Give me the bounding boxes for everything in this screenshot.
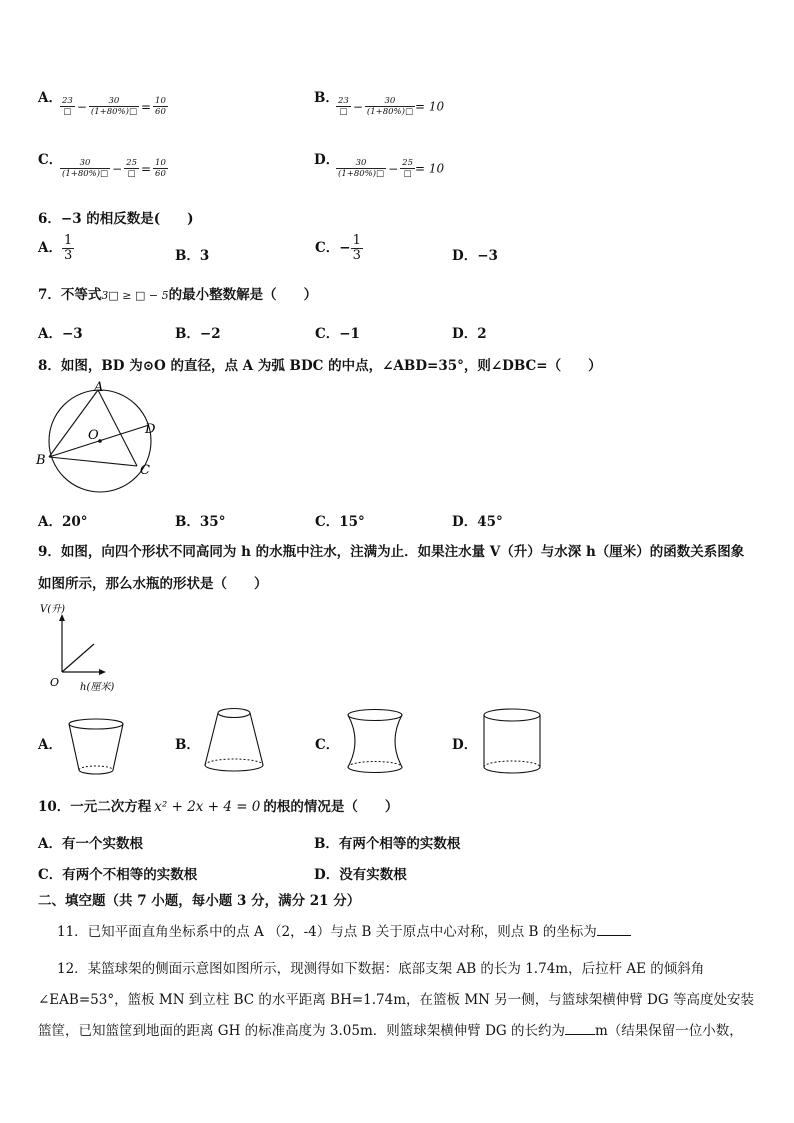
q6-option-c[interactable]: C．− $\frac{1}{3}$: [315, 233, 361, 263]
label-o: O: [88, 428, 99, 443]
chord-ac: [98, 390, 137, 466]
q6-option-d[interactable]: D．−3: [452, 248, 498, 264]
x-axis-label: h(厘米): [80, 682, 115, 693]
q8-option-d[interactable]: D．45°: [452, 514, 503, 530]
bottle-b-icon: [198, 703, 270, 779]
q5-option-c-expr: $\frac{30}{(1+80\%)□}$ − $\frac{25}{□}$ = $\frac{10}{60}$: [62, 158, 166, 179]
q10-option-c[interactable]: C．有两个不相等的实数根: [38, 867, 198, 883]
bottle-c-icon: [340, 703, 410, 779]
q8-option-a[interactable]: A．20°: [38, 514, 88, 530]
label-b: B: [36, 453, 46, 468]
q12-line3: 篮筐，已知篮筐到地面的距离 GH 的标准高度为 3.05m．则篮球架横伸臂 DG 的长约为 m（结果保留一位小数，: [38, 1023, 743, 1039]
q10-option-a[interactable]: A．有一个实数根: [38, 836, 143, 852]
chord-bc: [49, 457, 137, 466]
q7-option-a[interactable]: A．−3: [38, 326, 83, 342]
label-c: C: [140, 463, 150, 478]
q10-stem: 10．一元二次方程 x² + 2x + 4 = 0 的根的情况是（ ）: [38, 799, 399, 815]
q9-stem-line1: 9．如图，向四个形状不同高同为 h 的水瓶中注水，注满为止．如果注水量 V（升）与水深 h（厘米）的函数关系图象: [38, 544, 745, 560]
bottle-a-icon: [62, 712, 132, 780]
q5-option-a-expr: $\frac{23}{□}$ − $\frac{30}{(1+80\%)□}$ = $\frac{10}{60}$: [62, 96, 166, 117]
line-v-h: [62, 644, 94, 672]
section-2-title: 二、填空题（共 7 小题，每小题 3 分，满分 21 分）: [38, 893, 361, 909]
q5-option-a[interactable]: A．: [38, 90, 62, 106]
q5-option-c[interactable]: C．: [38, 152, 63, 168]
q5-option-d-expr: $\frac{30}{(1+80\%)□}$ − $\frac{25}{□}$ = 10: [338, 158, 445, 179]
q9-option-a[interactable]: A．: [38, 737, 62, 753]
q10-option-b[interactable]: B．有两个相等的实数根: [314, 836, 461, 852]
q6-option-b[interactable]: B．3: [175, 248, 210, 264]
q7-inequality: 3□ ≥ □ − 5: [101, 289, 169, 302]
q8-option-b[interactable]: B．35°: [175, 514, 226, 530]
q7-option-b[interactable]: B．−2: [175, 326, 221, 342]
q7-option-c[interactable]: C．−1: [315, 326, 360, 342]
q5-option-d[interactable]: D．: [314, 152, 340, 168]
q10-option-d[interactable]: D．没有实数根: [314, 867, 407, 883]
y-axis-label: V(升): [40, 604, 66, 615]
chord-ba: [49, 390, 98, 457]
q8-option-c[interactable]: C．15°: [315, 514, 365, 530]
q6-option-a[interactable]: A． $\frac{1}{3}$: [38, 233, 73, 263]
q9-stem-line2: 如图所示，那么水瓶的形状是（ ）: [38, 576, 268, 592]
q11-text: 11．已知平面直角坐标系中的点 A （2，-4）与点 B 关于原点中心对称，则点 B 的坐标为: [57, 920, 631, 940]
q9-volume-depth-graph: [36, 600, 136, 695]
q9-option-d[interactable]: D．: [452, 737, 478, 753]
q12-line2: ∠EAB=53°，篮板 MN 到立柱 BC 的水平距离 BH=1.74m，在篮板 MN 另一侧，与篮球架横伸臂 DG 等高度处安装: [38, 992, 754, 1008]
q9-option-c[interactable]: C．: [315, 737, 340, 753]
q9-option-b[interactable]: B．: [175, 737, 200, 753]
origin-label: O: [50, 676, 60, 689]
q6-stem: 6．−3 的相反数是( ): [38, 211, 194, 227]
label-d: D: [145, 422, 156, 437]
q12-answer-blank[interactable]: [565, 1022, 595, 1035]
label-a: A: [94, 380, 104, 395]
q10-equation: x² + 2x + 4 = 0: [154, 799, 261, 815]
q8-circle-diagram: [30, 378, 170, 500]
q7-option-d[interactable]: D．2: [452, 326, 487, 342]
q7-stem: 7．不等式3□ ≥ □ − 5的最小整数解是（ ）: [38, 287, 318, 303]
q11-answer-blank[interactable]: [597, 923, 631, 936]
q8-stem: 8．如图，BD 为⊙O 的直径，点 A 为弧 BDC 的中点，∠ABD=35°，则∠DBC=（ ）: [38, 358, 602, 374]
bottle-d-icon: [478, 703, 546, 779]
q5-option-b-expr: $\frac{23}{□}$ − $\frac{30}{(1+80\%)□}$ = 10: [338, 96, 445, 117]
q5-option-b[interactable]: B．: [314, 90, 339, 106]
q12-line1: 12．某篮球架的侧面示意图如图所示，现测得如下数据：底部支架 AB 的长为 1.74m，后拉杆 AE 的倾斜角: [57, 961, 705, 977]
center-point: [98, 439, 102, 443]
